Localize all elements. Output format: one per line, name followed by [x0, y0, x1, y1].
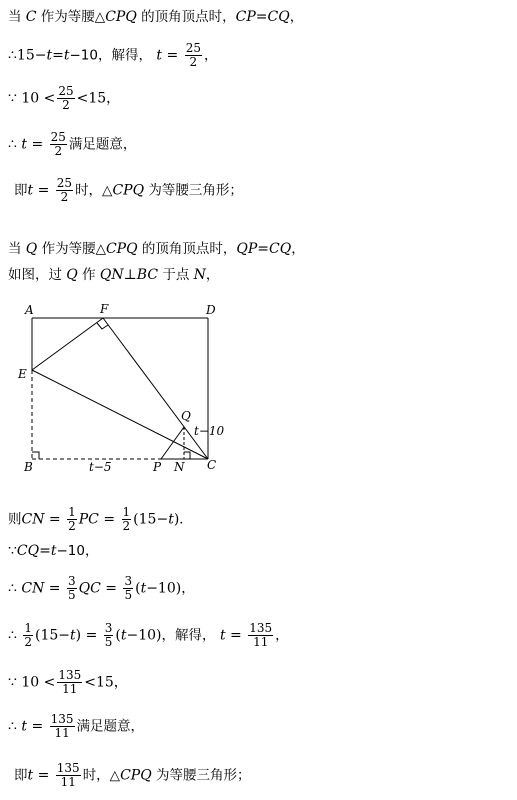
fraction: $\frac{1}{2}$ [24, 621, 32, 649]
fraction: $\frac{3}{5}$ [67, 574, 76, 602]
solve-line4: ∴ $\frac{1}{2}$ (15−t) = $\frac{3}{5}$ (t−10)，解得， t = $\frac{135}{11}$ ， [8, 621, 289, 649]
solve-line5: ∵ 10 < $\frac{135}{11}$ <15， [8, 668, 128, 696]
fraction: $\frac{25}{2}$ [50, 130, 66, 158]
label-A: A [25, 303, 34, 317]
label-E: E [18, 367, 27, 381]
case2-line1: 当 Q 作为等腰△CPQ 的顶角顶点时，QP=CQ， [8, 241, 305, 257]
fraction: $\frac{3}{5}$ [124, 574, 133, 602]
label-t-minus-10: t−10 [194, 424, 225, 438]
case1-line1: 当 C 作为等腰△CPQ 的顶角顶点时，CP=CQ， [8, 9, 304, 25]
case1-line5: 即t = $\frac{25}{2}$ 时，△CPQ 为等腰三角形； [14, 176, 243, 204]
right-angle-mark-B [32, 452, 39, 459]
fraction: $\frac{3}{5}$ [104, 621, 113, 649]
fraction: $\frac{135}{11}$ [58, 668, 82, 696]
fraction: $\frac{135}{11}$ [56, 761, 80, 789]
case1-line3: ∵ 10 < $\frac{25}{2}$ <15， [8, 84, 121, 112]
label-P: P [153, 460, 162, 474]
fraction: $\frac{25}{2}$ [58, 84, 74, 112]
fraction: $\frac{135}{11}$ [249, 621, 273, 649]
segment-FC [103, 318, 208, 459]
label-t-minus-5: t−5 [89, 460, 112, 474]
solve-line2: ∵CQ=t−10， [8, 543, 99, 559]
segment-EF [32, 318, 103, 370]
fraction: $\frac{25}{2}$ [185, 41, 201, 69]
solve-line1: 则CN = $\frac{1}{2}$ PC = $\frac{1}{2}$ (15−t)． [8, 505, 193, 533]
case2-line2: 如图，过 Q 作 QN⊥BC 于点 N， [8, 267, 220, 283]
segment-PQ [161, 427, 184, 459]
fraction: $\frac{25}{2}$ [56, 176, 73, 204]
case1-line2: ∴15−t=t−10，解得， t = $\frac{25}{2}$ ， [8, 41, 218, 69]
case1-line4: ∴ t = $\frac{25}{2}$ 满足题意， [8, 130, 137, 158]
label-N: N [174, 460, 185, 474]
label-B: B [24, 460, 33, 474]
label-D: D [206, 303, 216, 317]
solve-line6: ∴ t = $\frac{135}{11}$ 满足题意， [8, 712, 145, 740]
solve-line7: 即t = $\frac{135}{11}$ 时，△CPQ 为等腰三角形； [14, 761, 251, 789]
fraction: $\frac{1}{2}$ [68, 505, 76, 533]
label-C: C [207, 458, 217, 472]
right-angle-mark-N [184, 452, 190, 459]
fraction: $\frac{135}{11}$ [50, 712, 74, 740]
label-Q: Q [181, 409, 191, 423]
right-angle-mark-F [97, 323, 108, 329]
fraction: $\frac{1}{2}$ [122, 505, 131, 533]
label-F: F [100, 302, 109, 316]
solve-line3: ∴ CN = $\frac{3}{5}$ QC = $\frac{3}{5}$ (t−10)， [8, 574, 195, 602]
